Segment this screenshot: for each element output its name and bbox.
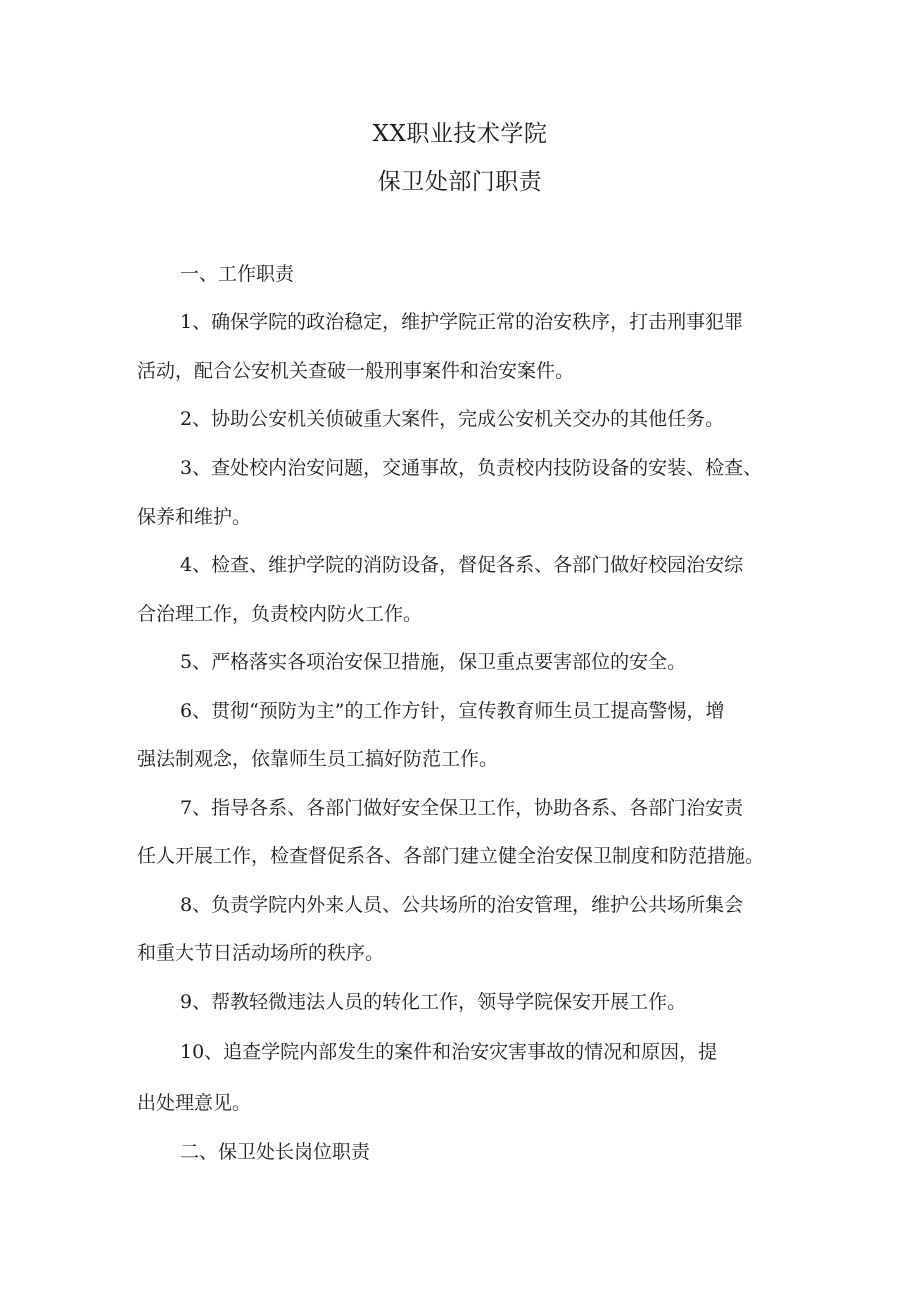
item-9-line-1: 9、帮教轻微违法人员的转化工作，领导学院保安开展工作。 bbox=[180, 991, 687, 1013]
item-10-line-2: 出处理意见。 bbox=[137, 1092, 252, 1114]
item-5-line-1: 5、严格落实各项治安保卫措施，保卫重点要害部位的安全。 bbox=[180, 651, 687, 673]
item-2-line-1: 2、协助公安机关侦破重大案件，完成公安机关交办的其他任务。 bbox=[180, 408, 725, 430]
document-subtitle: 保卫处部门职责 bbox=[377, 169, 543, 195]
item-7-line-1: 7、指导各系、各部门做好安全保卫工作，协助各系、各部门治安责 bbox=[180, 797, 744, 819]
item-1-line-1: 1、确保学院的政治稳定，维护学院正常的治安秩序，打击刑事犯罪 bbox=[180, 311, 744, 333]
item-7-line-2: 任人开展工作，检查督促系各、各部门建立健全治安保卫制度和防范措施。 bbox=[137, 845, 765, 867]
section-heading-director-duties: 二、保卫处长岗位职责 bbox=[180, 1141, 371, 1163]
item-4-line-1: 4、检查、维护学院的消防设备，督促各系、各部门做好校园治安综 bbox=[180, 554, 744, 576]
item-10-line-1: 10、追查学院内部发生的案件和治安灾害事故的情况和原因，提 bbox=[180, 1041, 718, 1063]
item-3-line-1: 3、查处校内治安问题，交通事故，负责校内技防设备的安装、检查、 bbox=[180, 457, 763, 479]
item-3-line-2: 保养和维护。 bbox=[137, 506, 252, 528]
item-1-line-2: 活动，配合公安机关查破一般刑事案件和治安案件。 bbox=[137, 360, 575, 382]
item-8-line-1: 8、负责学院内外来人员、公共场所的治安管理，维护公共场所集会 bbox=[180, 894, 744, 916]
item-4-line-2: 合治理工作，负责校内防火工作。 bbox=[137, 603, 423, 625]
item-8-line-2: 和重大节日活动场所的秩序。 bbox=[137, 942, 385, 964]
item-6-line-1: 6、贯彻“预防为主”的工作方针，宣传教育师生员工提高警惕，增 bbox=[180, 700, 725, 722]
section-heading-duties: 一、工作职责 bbox=[180, 263, 295, 285]
document-title: XX职业技术学院 bbox=[372, 121, 548, 147]
item-6-line-2: 强法制观念，依靠师生员工搞好防范工作。 bbox=[137, 748, 499, 770]
